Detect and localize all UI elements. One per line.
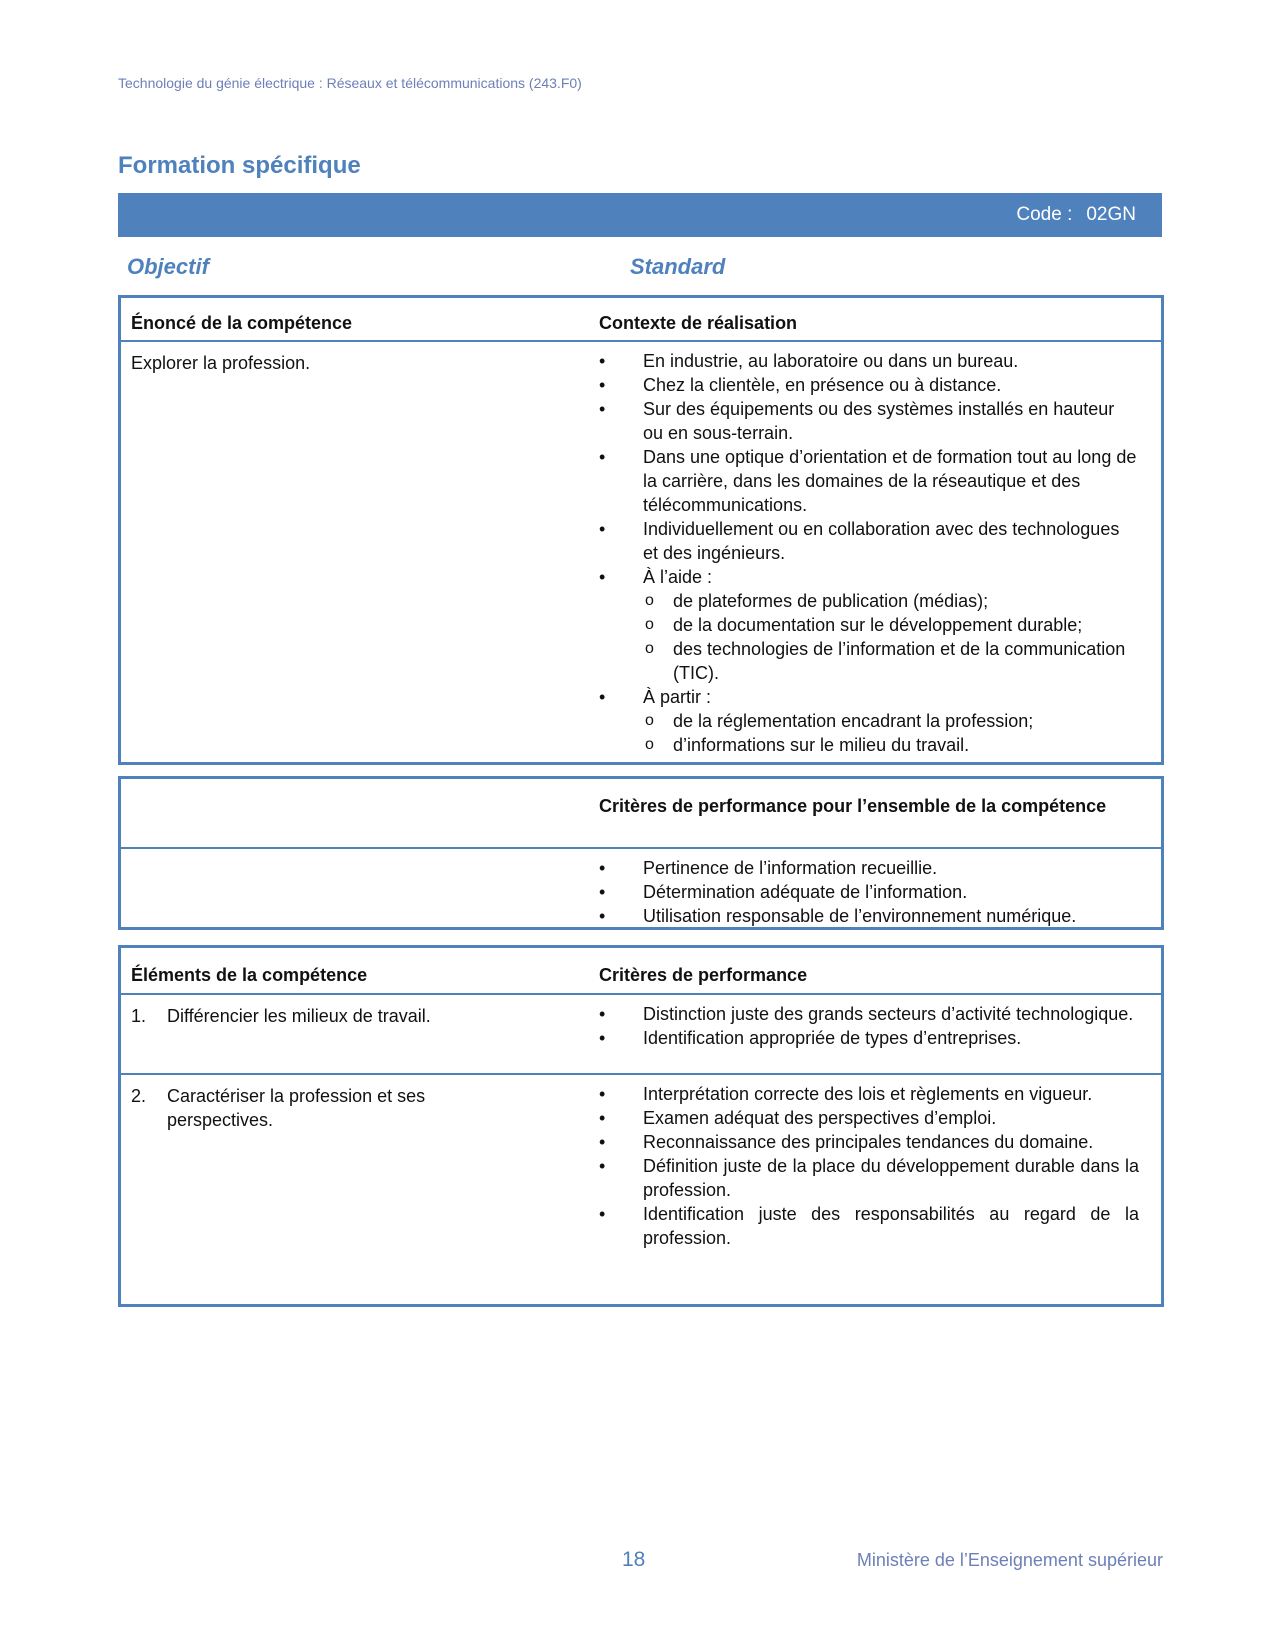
criteria-overall-header: Critères de performance pour l’ensemble de la compétence (599, 796, 1107, 816)
element-text: Différencier les milieux de travail. (167, 1006, 431, 1026)
performance-item: • Identification appropriée de types d’entreprises. (599, 1026, 1139, 1050)
criteria-overall-divider (121, 847, 1161, 849)
contexte-item-with-sublist (599, 685, 1139, 757)
contexte-header: Contexte de réalisation (599, 313, 798, 333)
criteria-overall-item: • Détermination adéquate de l’information. (599, 880, 1139, 904)
criteria-overall-box (118, 776, 1164, 930)
element-text: Caractériser la profession et ses perspectives. (167, 1086, 426, 1130)
contexte-item-label: À partir : (643, 687, 712, 707)
enonce-header: Énoncé de la compétence (131, 313, 353, 333)
performance-item: • Définition juste de la place du développement durable dans la profession. (599, 1154, 1139, 1202)
contexte-subitem: o de plateformes de publication (médias); (643, 589, 1139, 613)
page-number: 18 (622, 1548, 646, 1571)
criteria-overall-item: • Pertinence de l’information recueillie. (599, 856, 1139, 880)
contexte-item-with-sublist (599, 565, 1139, 685)
contexte-item: • Chez la clientèle, en présence ou à distance. (599, 373, 1139, 397)
element-number: 1. (131, 1006, 147, 1026)
competence-box (118, 295, 1164, 765)
contexte-subitem: o des technologies de l’information et de la communication (TIC). (643, 637, 1139, 685)
header-divider (121, 340, 1161, 342)
subhead-standard: Standard (630, 254, 726, 279)
code-label-text: Code : (1016, 204, 1073, 225)
performance-list-1 (599, 1002, 1139, 1050)
performance-item: • Interprétation correcte des lois et règlements en vigueur. (599, 1082, 1139, 1106)
elements-header: Éléments de la compétence (131, 965, 368, 985)
subhead-objectif: Objectif (127, 254, 209, 279)
footer-ministry: Ministère de l’Enseignement supérieur (856, 1550, 1163, 1570)
performance-item: • Examen adéquat des perspectives d’emploi. (599, 1106, 1139, 1130)
element-number: 2. (131, 1086, 147, 1106)
page-title: Formation spécifique (118, 152, 361, 179)
element-row-1 (131, 1004, 551, 1028)
contexte-item: • Dans une optique d’orientation et de formation tout au long de la carrière, dans les domaines de la réseautique et des télécommunications. (599, 445, 1139, 517)
performance-item: • Identification juste des responsabilités au regard de la profession. (599, 1202, 1139, 1250)
contexte-list (599, 349, 1139, 757)
performance-item: • Distinction juste des grands secteurs d’activité technologique. (599, 1002, 1139, 1026)
code-bar (118, 193, 1162, 237)
running-header: Technologie du génie électrique : Réseaux et télécommunications (243.F0) (118, 75, 582, 91)
element-row-2 (131, 1084, 461, 1132)
elements-box (118, 945, 1164, 1307)
enonce-text: Explorer la profession. (131, 353, 311, 373)
performance-header: Critères de performance (599, 965, 808, 985)
criteria-overall-list (599, 856, 1139, 928)
contexte-item-label: À l’aide : (643, 567, 713, 587)
code-label (1016, 204, 1136, 226)
criteria-overall-item: • Utilisation responsable de l’environnement numérique. (599, 904, 1139, 928)
contexte-item: • Sur des équipements ou des systèmes installés en hauteur ou en sous-terrain. (599, 397, 1139, 445)
contexte-subitem: o de la documentation sur le développement durable; (643, 613, 1139, 637)
performance-list-2 (599, 1082, 1139, 1250)
contexte-subitem: o d’informations sur le milieu du travail. (643, 733, 1139, 757)
contexte-subitem: o de la réglementation encadrant la profession; (643, 709, 1139, 733)
element-row-divider (121, 1073, 1161, 1075)
performance-item: • Reconnaissance des principales tendances du domaine. (599, 1130, 1139, 1154)
contexte-item: • Individuellement ou en collaboration avec des technologues et des ingénieurs. (599, 517, 1139, 565)
contexte-item: • En industrie, au laboratoire ou dans un bureau. (599, 349, 1139, 373)
elements-header-divider (121, 993, 1161, 995)
code-value: 02GN (1086, 204, 1136, 225)
